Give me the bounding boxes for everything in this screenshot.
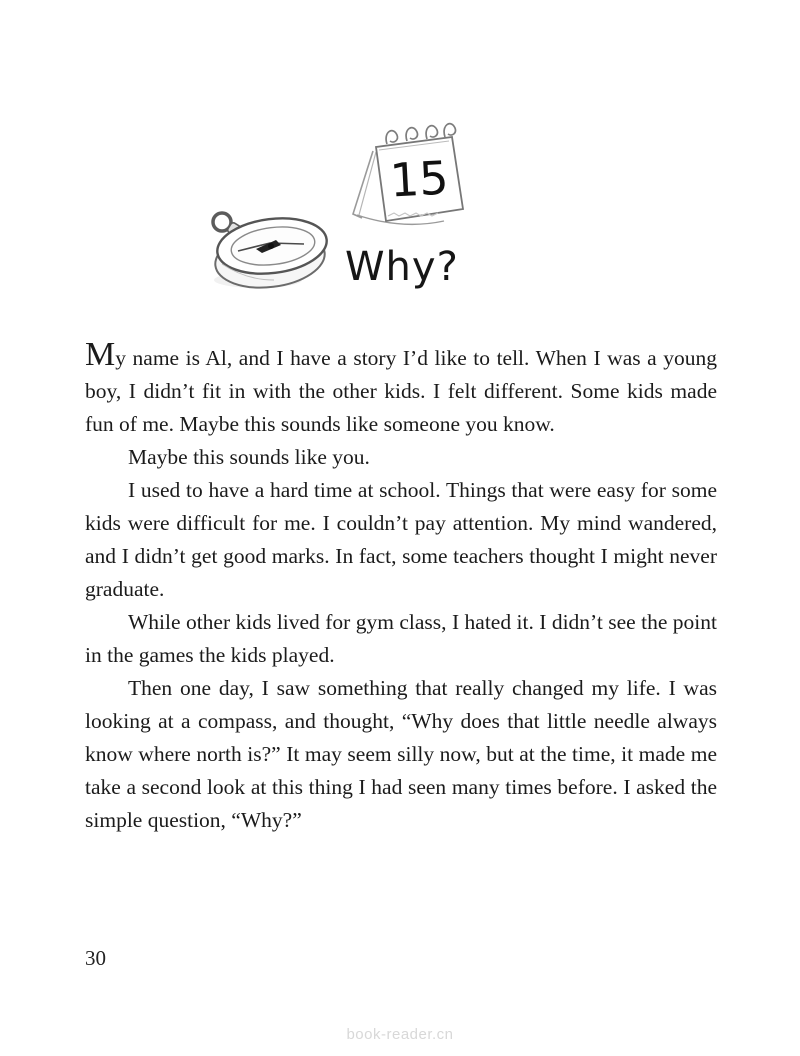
paragraph: Maybe this sounds like you. <box>128 445 370 469</box>
flip-calendar-icon <box>340 118 474 236</box>
dropcap-initial: M <box>85 336 116 373</box>
body-text <box>85 338 717 837</box>
paragraph-opening <box>85 338 717 441</box>
paragraph: While other kids lived for gym class, I hated it. I didn’t see the point in the games the kids played. <box>85 610 717 667</box>
chapter-title: Why? <box>345 244 459 290</box>
watermark: book-reader.cn <box>346 1026 454 1043</box>
paragraph: I used to have a hard time at school. Things that were easy for some kids were difficult for me. I couldn’t pay attention. My mind wandered, and I didn’t get good marks. In fact, some teachers thought I might never graduate. <box>85 478 717 601</box>
page-number: 30 <box>85 946 106 970</box>
paragraph: Then one day, I saw something that really changed my life. I was looking at a compass, and thought, “Why does that little needle always know where north is?” It may seem silly now, but at the time, it made me take a second look at this thing I had seen many times before. I asked the simple question, “Why?” <box>85 676 717 832</box>
day-number: 15 <box>388 150 450 208</box>
paragraph-opening-text: y name is Al, and I have a story I’d like to tell. When I was a young boy, I didn’t fit in with the other kids. I felt different. Some kids made fun of me. Maybe this sounds like someone you know. <box>85 346 717 436</box>
compass-icon <box>200 204 332 296</box>
